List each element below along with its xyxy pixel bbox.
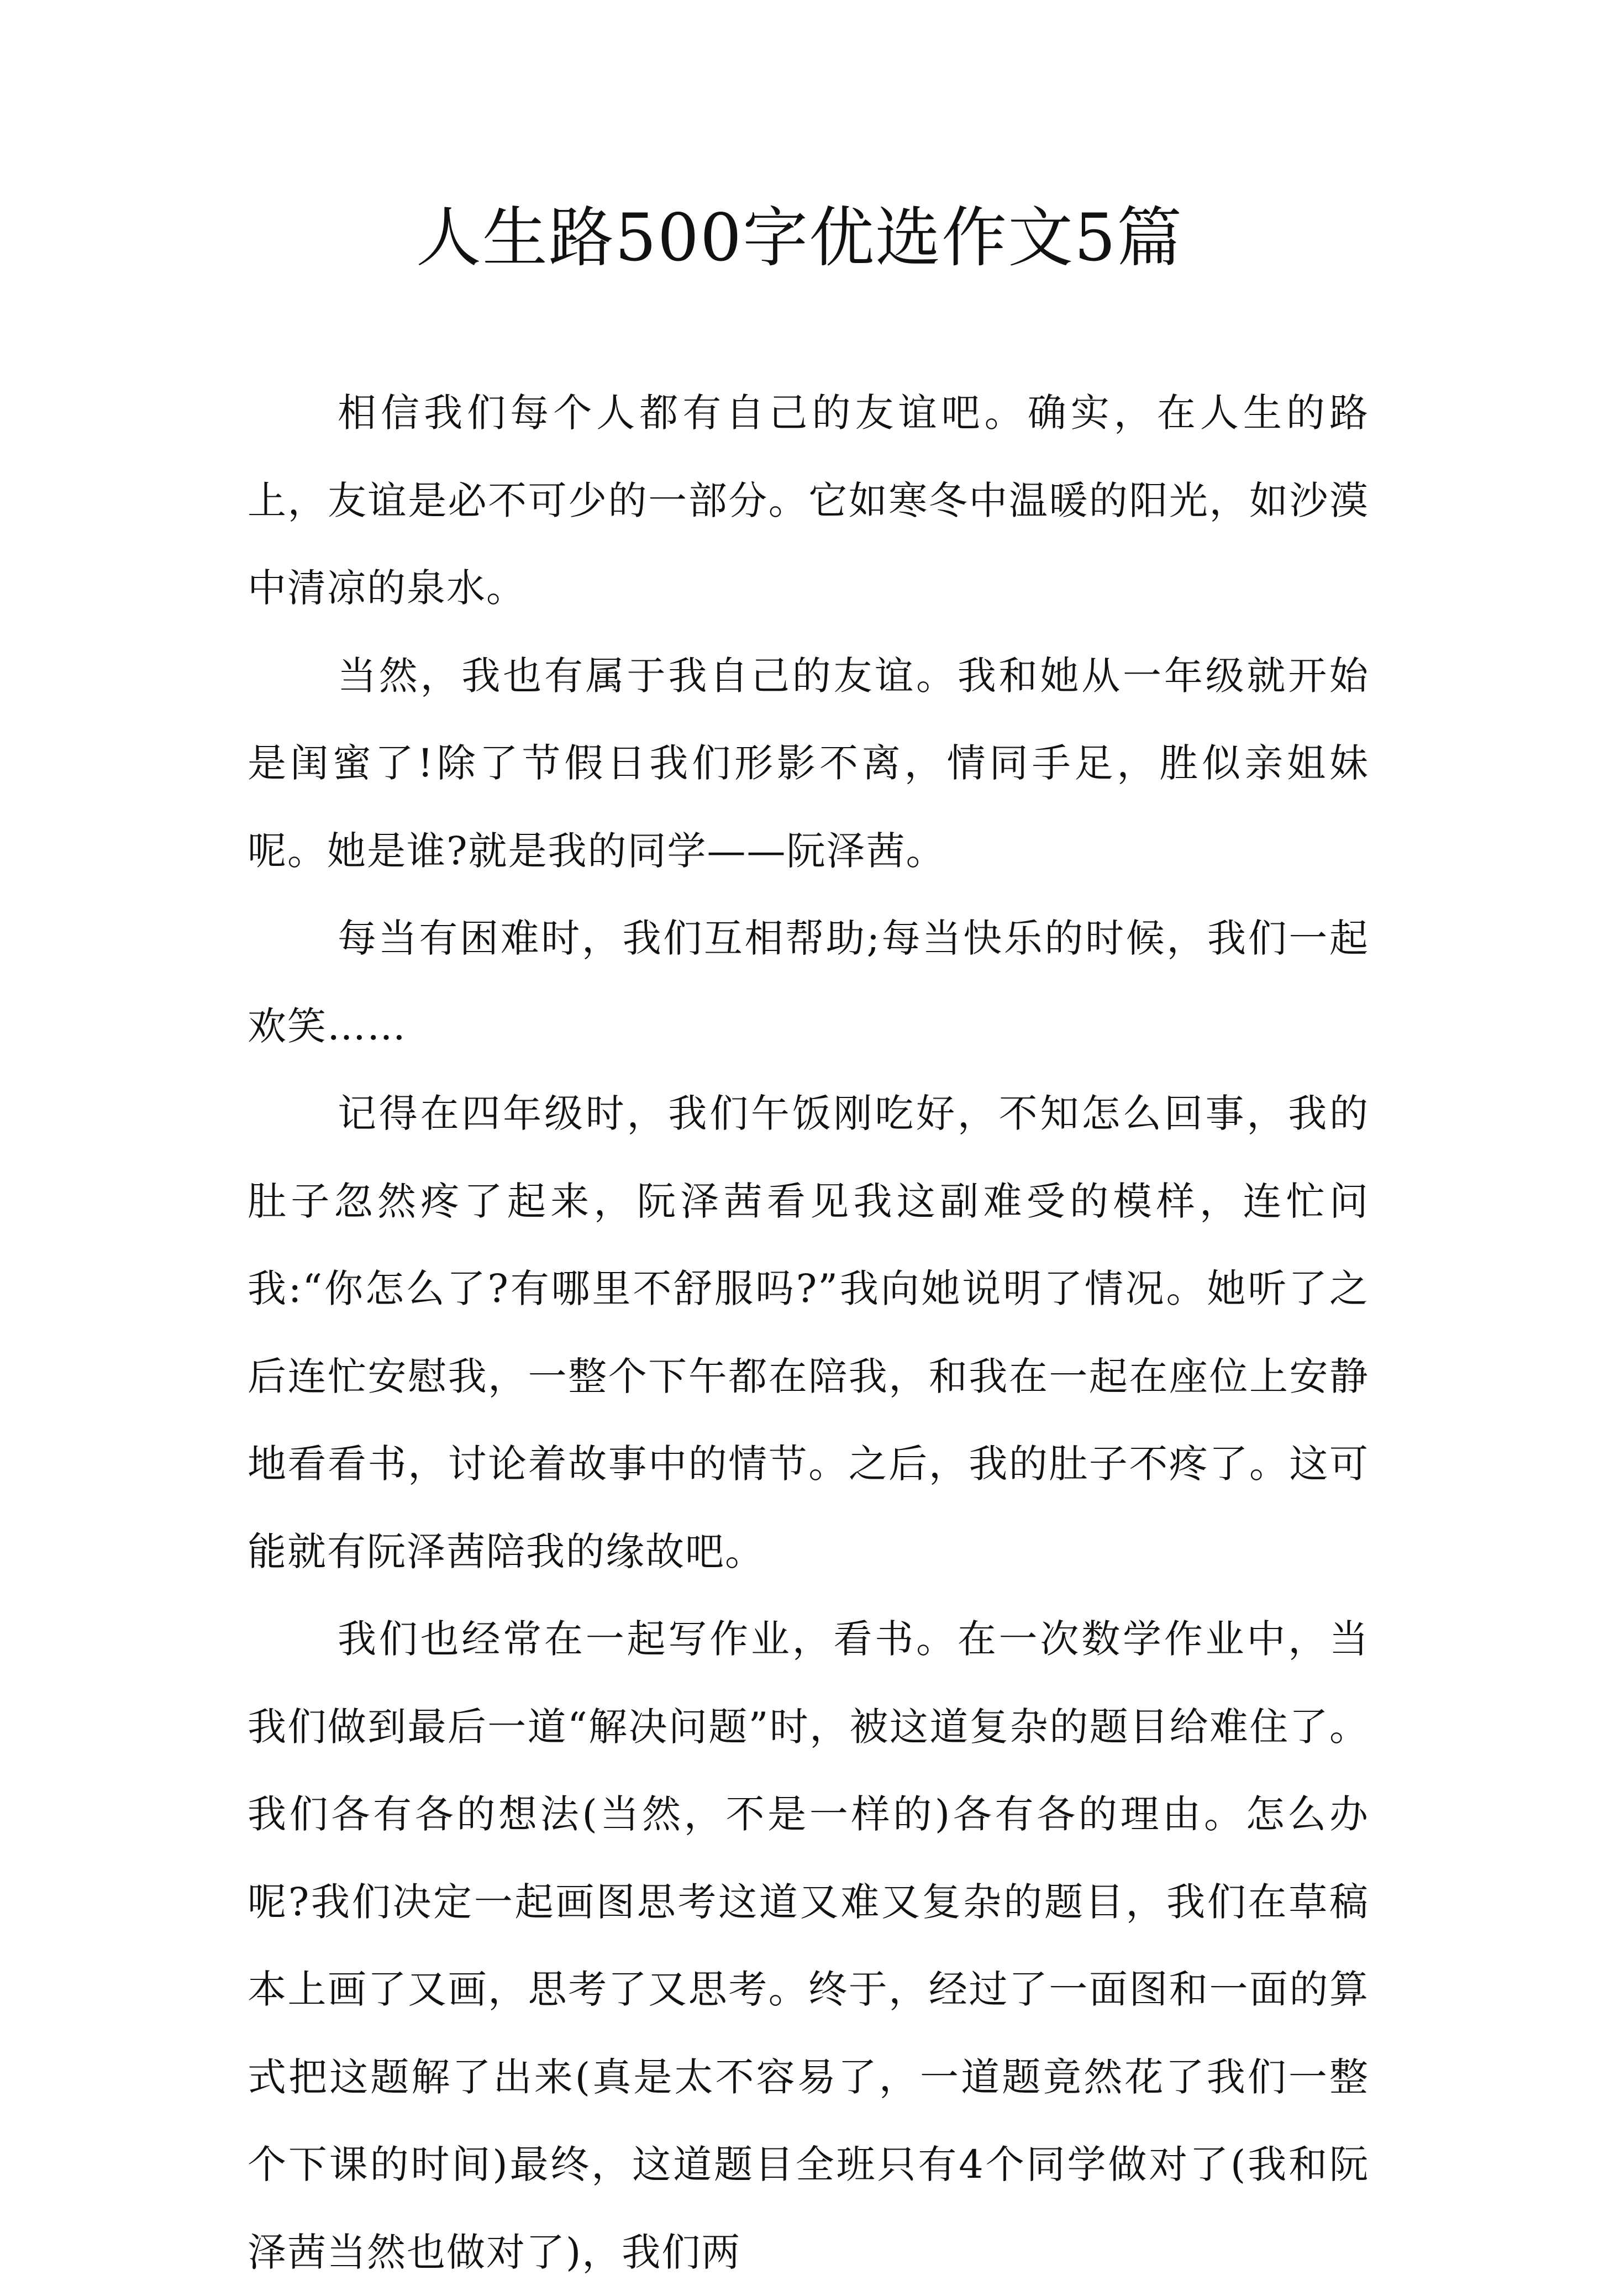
- paragraph-1: 相信我们每个人都有自己的友谊吧。确实，在人生的路上，友谊是必不可少的一部分。它如寒冬中温暖的阳光，如沙漠中清凉的泉水。: [248, 390, 1369, 611]
- document-body: [248, 369, 1369, 2296]
- document-title: 人生路500字优选作文5篇: [415, 199, 1184, 276]
- paragraph-5: 我们也经常在一起写作业，看书。在一次数学作业中，当我们做到最后一道“解决问题”时，被这道复杂的题目给难住了。我们各有各的想法(当然，不是一样的)各有各的理由。怎么办呢?我们决定一起画图思考这道又难又复杂的题目，我们在草稿本上画了又画，思考了又思考。终于，经过了一面图和一面的算式把这题解了出来(真是太不容易了，一道题竟然花了我们一整个下课的时间)最终，这道题目全班只有4个同学做对了(我和阮泽茜当然也做对了)，我们两: [248, 1616, 1369, 2275]
- paragraph-4: 记得在四年级时，我们午饭刚吃好，不知怎么回事，我的肚子忽然疼了起来，阮泽茜看见我这副难受的模样，连忙问我:“你怎么了?有哪里不舒服吗?”我向她说明了情况。她听了之后连忙安慰我，一整个下午都在陪我，和我在一起在座位上安静地看看书，讨论着故事中的情节。之后，我的肚子不疼了。这可能就有阮泽茜陪我的缘故吧。: [248, 1091, 1369, 1574]
- paragraph-3: 每当有困难时，我们互相帮助;每当快乐的时候，我们一起欢笑……: [248, 916, 1369, 1049]
- paragraph-2: 当然，我也有属于我自己的友谊。我和她从一年级就开始是闺蜜了!除了节假日我们形影不离，情同手足，胜似亲姐妹呢。她是谁?就是我的同学——阮泽茜。: [248, 653, 1369, 874]
